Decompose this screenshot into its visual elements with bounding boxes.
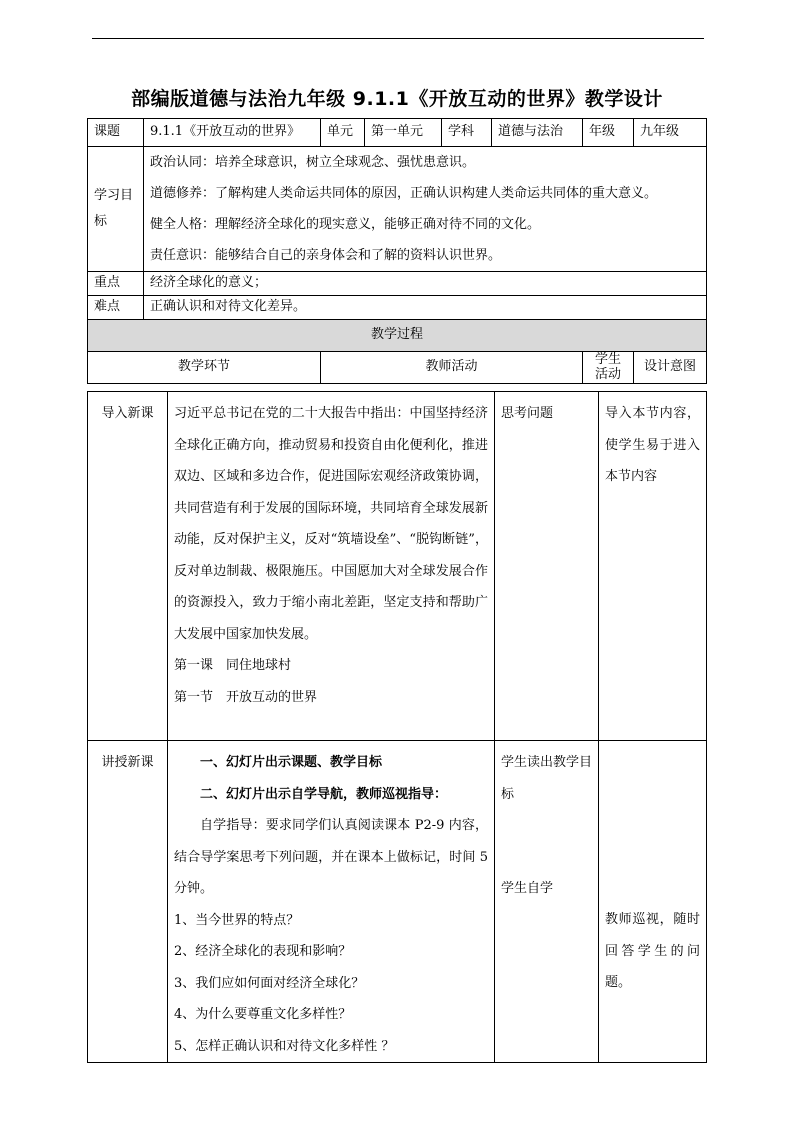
- question-item: 3、我们应如何面对经济全球化？: [174, 975, 365, 991]
- subject-label: 学科: [442, 119, 492, 147]
- key-value: 经济全球化的意义；: [144, 272, 707, 296]
- header-teacher: 教师活动: [321, 352, 583, 384]
- difficult-label: 难点: [88, 296, 144, 320]
- process-title: 教学过程: [88, 320, 707, 352]
- intro-teacher: [168, 392, 495, 741]
- goals-row: [88, 147, 707, 272]
- lesson-plan-table: [87, 118, 707, 384]
- lecture-stage: 讲授新课: [88, 741, 168, 1063]
- lecture-row: [88, 741, 707, 1063]
- lecture-heading: 一、幻灯片出示课题、教学目标: [200, 755, 383, 770]
- lecture-intent: 教师巡视，随时回答学生的问题。: [605, 912, 700, 990]
- process-table: [87, 391, 707, 1063]
- question-item: 5、怎样正确认识和对待文化多样性 ？: [174, 1038, 395, 1054]
- lecture-teacher: [168, 741, 495, 1063]
- header-stage: 教学环节: [88, 352, 321, 384]
- goal-item: 健全人格：理解经济全球化的现实意义，能够正确对待不同的文化。: [150, 217, 541, 232]
- lecture-guide: 自学指导：要求同学们认真阅读课本 P2-9 内容，结合导学案思考下列问题，并在课本上做标记，时间 5 分钟。: [174, 818, 488, 896]
- goal-item: 道德修养：了解构建人类命运共同体的原因，正确认识构建人类命运共同体的重大意义。: [150, 186, 658, 201]
- unit-label: 单元: [321, 119, 365, 147]
- key-row: [88, 272, 707, 296]
- lecture-student-1: 学生读出教学目标: [501, 755, 593, 802]
- lecture-heading: 二、幻灯片出示自学导航，教师巡视指导：: [200, 786, 448, 802]
- grade-value: 九年级: [634, 119, 707, 147]
- subject-value: 道德与法治: [492, 119, 583, 147]
- intro-student: 思考问题: [495, 392, 599, 741]
- meta-row: [88, 119, 707, 147]
- goal-item: 责任意识：能够结合自己的亲身体会和了解的资料认识世界。: [150, 248, 502, 263]
- goals-content: [144, 147, 707, 272]
- lecture-student-2: 学生自学: [501, 881, 554, 896]
- process-title-row: [88, 320, 707, 352]
- difficult-row: [88, 296, 707, 320]
- page-title: 部编版道德与法治九年级 9.1.1《开放互动的世界》教学设计: [131, 88, 663, 110]
- goals-label: 学习目标: [88, 147, 144, 272]
- lecture-intent-cell: [599, 741, 707, 1063]
- intro-stage: 导入新课: [88, 392, 168, 741]
- header-student: 学生活动: [583, 352, 634, 384]
- question-item: 1、当今世界的特点？: [174, 912, 300, 928]
- lesson-value: 9.1.1《开放互动的世界》: [144, 119, 321, 147]
- header-intent: 设计意图: [634, 352, 707, 384]
- unit-value: 第一单元: [365, 119, 442, 147]
- lecture-student: [495, 741, 599, 1063]
- intro-teacher-text: 习近平总书记在党的二十大报告中指出：中国坚持经济全球化正确方向，推动贸易和投资自由化便利化，推进双边、区域和多边合作，促进国际宏观经济政策协调，共同营造有利于发展的国际环境，共同培育全球发展新动能，反对保护主义，反对“筑墙设垒”、“脱钩断链”，反对单边制裁、极限施压。中国愿加大对全球发展合作的资源投入，致力于缩小南北差距，坚定支持和帮助广大发展中国家加快发展。: [174, 406, 488, 642]
- grade-label: 年级: [583, 119, 634, 147]
- intro-row: [88, 392, 707, 741]
- process-header-row: [88, 352, 707, 384]
- goal-item: 政治认同：培养全球意识，树立全球观念、强忧患意识。: [150, 155, 476, 170]
- header-rule: [92, 38, 704, 39]
- question-item: 2、经济全球化的表现和影响？: [174, 944, 352, 959]
- difficult-value: 正确认识和对待文化差异。: [144, 296, 707, 320]
- intro-intent: 导入本节内容，使学生易于进入本节内容: [599, 392, 707, 741]
- lesson-label: 课题: [88, 119, 144, 147]
- question-item: 4、为什么要尊重文化多样性？: [174, 1007, 352, 1022]
- intro-teacher-line: 第一节 开放互动的世界: [174, 689, 318, 705]
- key-label: 重点: [88, 272, 144, 296]
- intro-teacher-line: 第一课 同住地球村: [174, 658, 292, 673]
